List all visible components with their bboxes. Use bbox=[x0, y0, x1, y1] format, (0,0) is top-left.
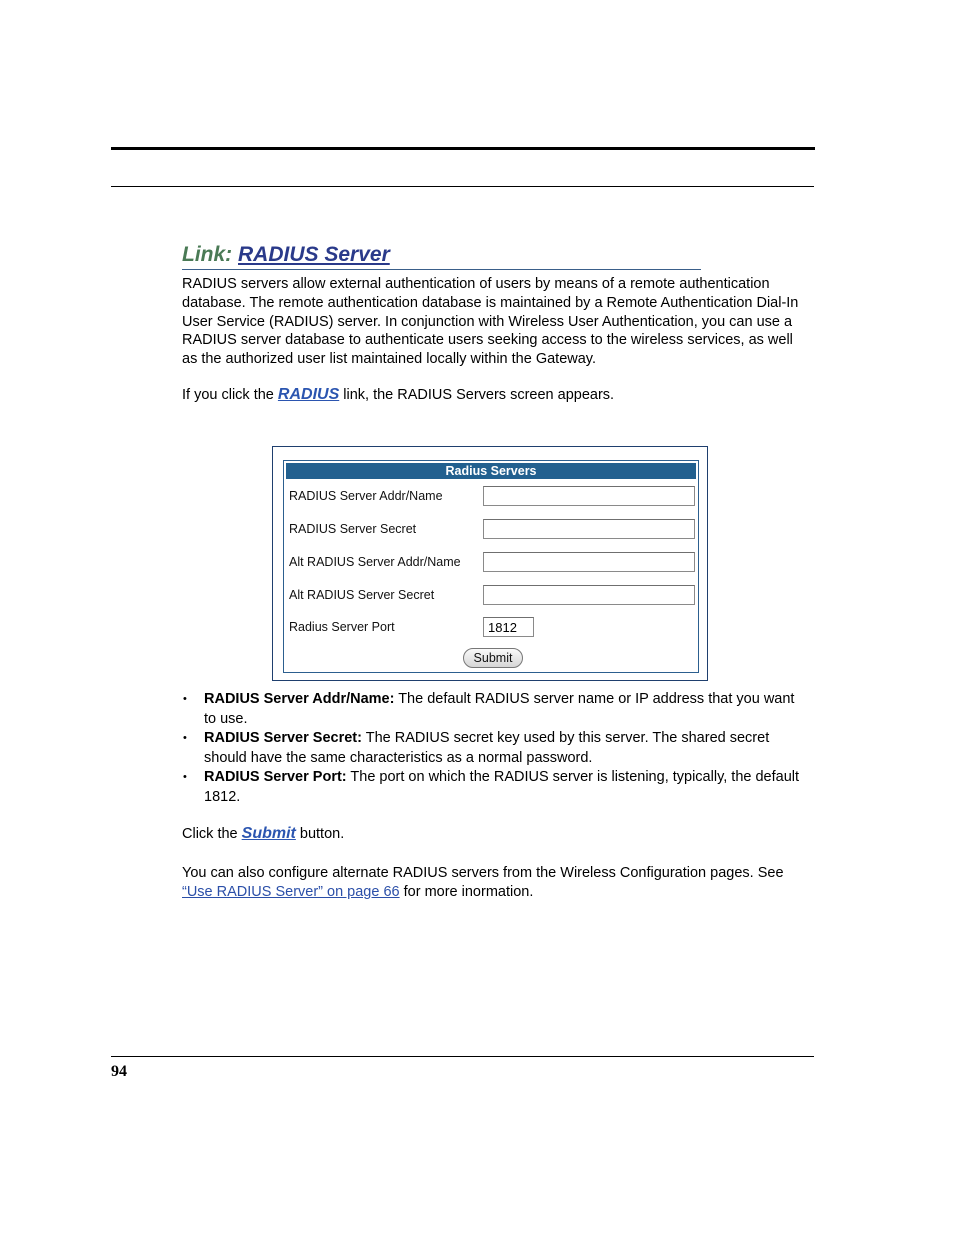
list-item bbox=[182, 768, 804, 807]
server-secret-input[interactable] bbox=[483, 519, 695, 539]
server-addr-label: RADIUS Server Addr/Name bbox=[289, 489, 443, 503]
heading-title-link[interactable]: RADIUS Server bbox=[238, 243, 390, 266]
panel-title: Radius Servers bbox=[286, 463, 696, 479]
bullet-text: The RADIUS secret key used by this server. The shared secret should have the same characteristics as a normal password. bbox=[204, 730, 770, 766]
section-heading bbox=[182, 240, 701, 270]
submit-link[interactable]: Submit bbox=[241, 825, 296, 842]
bullet-text: The default RADIUS server name or IP address that you want to use. bbox=[204, 691, 795, 727]
bullet-term: RADIUS Server Port: bbox=[204, 769, 347, 785]
submit-button[interactable]: Submit bbox=[463, 648, 523, 668]
alt-server-addr-input[interactable] bbox=[483, 552, 695, 572]
bullet-term: RADIUS Server Addr/Name: bbox=[204, 691, 395, 707]
header-rule-thin bbox=[111, 186, 814, 187]
footer-rule bbox=[111, 1056, 814, 1057]
click-submit-before: Click the bbox=[182, 826, 242, 842]
bullet-term: RADIUS Server Secret: bbox=[204, 730, 362, 746]
radius-link[interactable]: RADIUS bbox=[277, 386, 340, 403]
bullet-icon: • bbox=[183, 693, 187, 705]
click-submit-after: button. bbox=[295, 826, 345, 842]
use-radius-server-xref-link[interactable]: “Use RADIUS Server” on page 66 bbox=[182, 883, 400, 900]
field-description-list bbox=[182, 690, 804, 807]
section-heading-text bbox=[182, 241, 701, 269]
alt-server-secret-input[interactable] bbox=[483, 585, 695, 605]
server-addr-input[interactable] bbox=[483, 486, 695, 506]
alt-server-secret-label: Alt RADIUS Server Secret bbox=[289, 588, 435, 602]
radius-servers-panel bbox=[283, 460, 699, 673]
alt-servers-after: for more inormation. bbox=[399, 883, 534, 900]
bullet-icon: • bbox=[183, 732, 187, 744]
server-port-input[interactable] bbox=[483, 617, 534, 637]
bullet-text: The port on which the RADIUS server is listening, typically, the default 1812. bbox=[204, 769, 800, 805]
alt-server-addr-label: Alt RADIUS Server Addr/Name bbox=[289, 555, 461, 569]
server-port-label: Radius Server Port bbox=[289, 620, 395, 634]
radius-servers-screenshot bbox=[272, 446, 708, 681]
alt-servers-paragraph bbox=[182, 864, 804, 902]
list-item bbox=[182, 729, 804, 768]
click-radius-after: link, the RADIUS Servers screen appears. bbox=[339, 387, 615, 403]
intro-paragraph: RADIUS servers allow external authentication of users by means of a remote authentication database. The remote authentication database is maintained by a Remote Authentication Dial-In User Service (RADIUS) server. In conjunction with Wireless User Authentication, you can use a RADIUS server database to authenticate users seeking access to the wireless services, as well as the authorized user list maintained locally within the Gateway. bbox=[182, 276, 799, 368]
alt-servers-text: You can also configure alternate RADIUS servers from the Wireless Configuration pages. See bbox=[182, 865, 784, 881]
click-submit-paragraph bbox=[182, 825, 804, 844]
list-item bbox=[182, 690, 804, 729]
click-radius-before: If you click the bbox=[182, 387, 278, 403]
header-rule-thick bbox=[111, 147, 815, 150]
server-secret-label: RADIUS Server Secret bbox=[289, 522, 417, 536]
bullet-icon: • bbox=[183, 771, 187, 783]
click-radius-paragraph bbox=[182, 386, 804, 405]
page-number: 94 bbox=[111, 1063, 127, 1080]
heading-prefix: Link: bbox=[182, 243, 233, 266]
